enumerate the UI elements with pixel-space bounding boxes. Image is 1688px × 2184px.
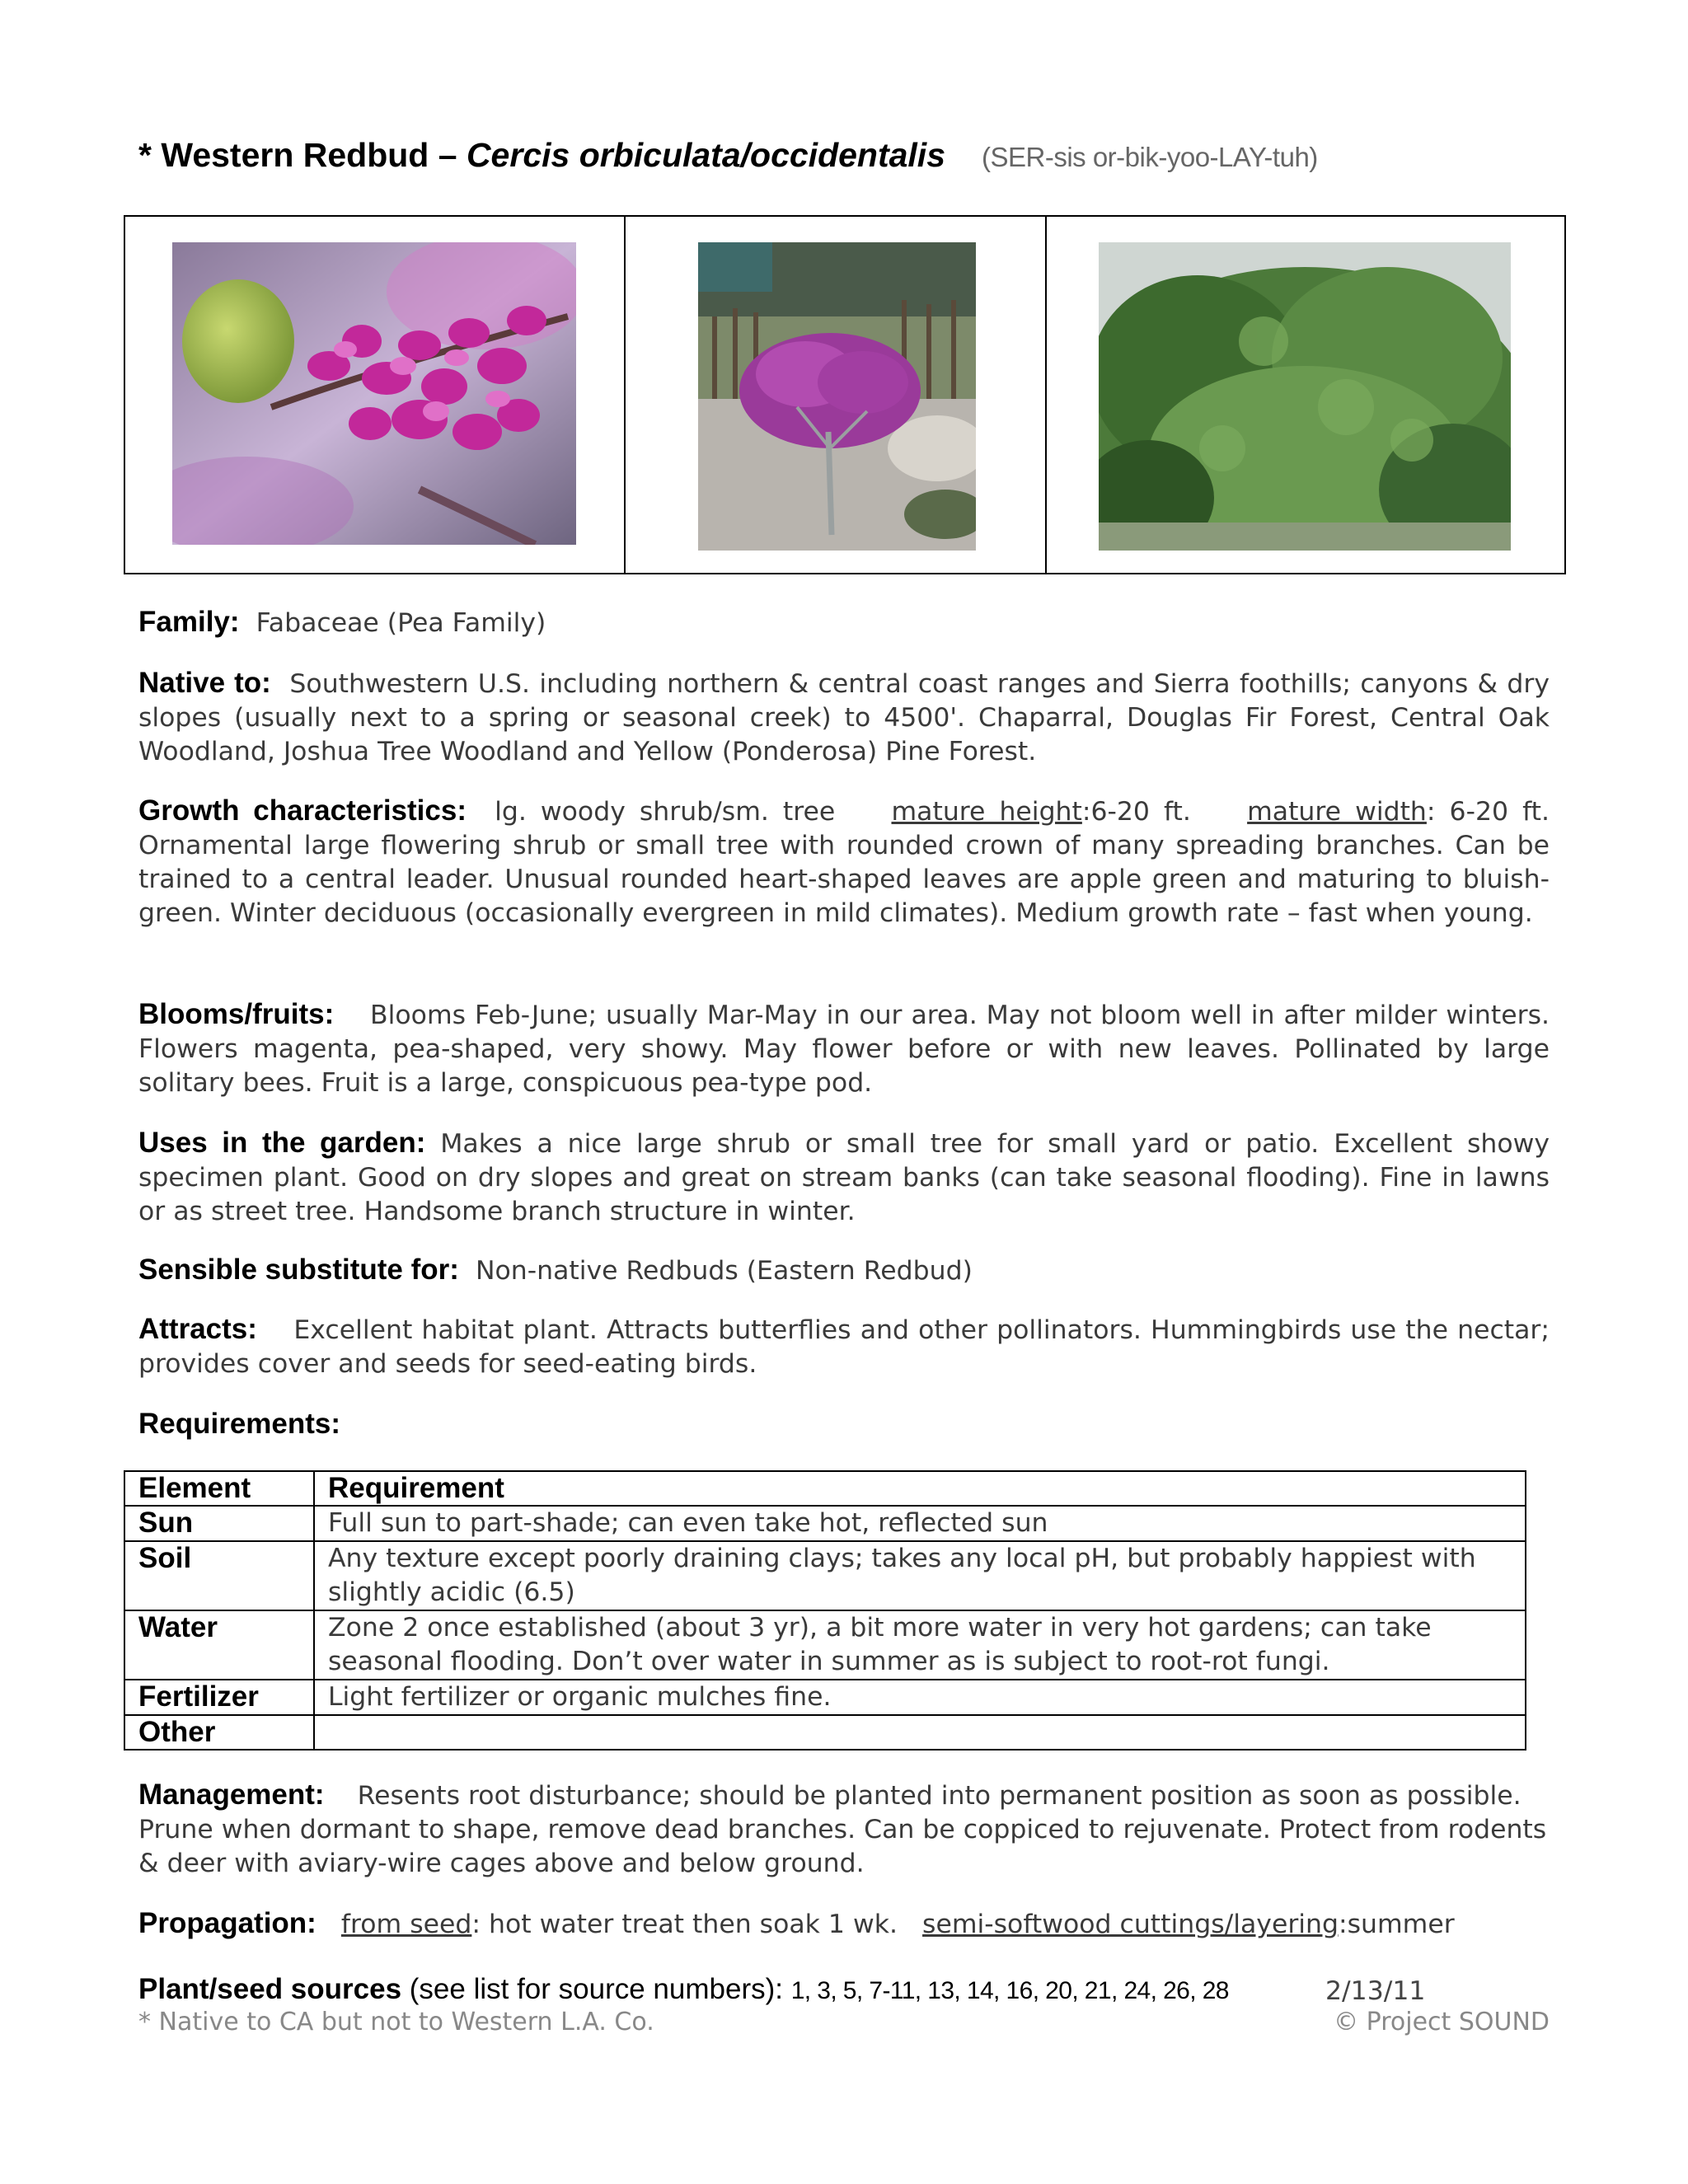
table-row	[124, 1680, 1526, 1715]
mature-width-label: mature width	[1247, 797, 1427, 827]
blooms-section	[138, 997, 1550, 1100]
requirement-cell: Full sun to part-shade; can even take hot, reflected sun	[314, 1506, 1526, 1541]
element-cell: Soil	[124, 1541, 314, 1610]
requirements-heading	[138, 1408, 1550, 1441]
uses-label: Uses in the garden:	[138, 1127, 426, 1159]
requirement-cell	[314, 1715, 1526, 1750]
growth-text: Ornamental large flowering shrub or small tree with rounded crown of many spreading branches. Can be trained to a central leader. Unusual rounded heart-shaped leaves are apple green and maturing to bluish-green. Winter deciduous (occasionally evergreen in mild climates). Medium growth rate – fast when young.	[138, 831, 1550, 928]
attracts-text: Excellent habitat plant. Attracts butterflies and other pollinators. Hummingbirds use the nectar; provides cover and seeds for seed-eating birds.	[138, 1315, 1550, 1379]
growth-label: Growth characteristics:	[138, 794, 467, 827]
table-row	[124, 1506, 1526, 1541]
sources-line	[138, 1973, 1556, 2006]
sources-label: Plant/seed sources	[138, 1973, 402, 2005]
blooms-text: Blooms Feb-June; usually Mar-May in our area. May not bloom well in after milder winters. Flowers magenta, pea-shaped, very showy. May flower before or with new leaves. Pollinated by large solitary bees. Fruit is a large, conspicuous pea-type pod.	[138, 1001, 1550, 1098]
header-requirement: Requirement	[314, 1471, 1526, 1506]
attracts-section	[138, 1312, 1550, 1381]
native-to-text: Southwestern U.S. including northern & central coast ranges and Sierra foothills; canyons & dry slopes (usually next to a spring or seasonal creek) to 4500'. Chaparral, Douglas Fir Forest, Central Oak Woodland, Joshua Tree Woodland and Yellow (Ponderosa) Pine Forest.	[138, 669, 1550, 766]
mature-height-label: mature height	[891, 797, 1082, 827]
management-label: Management:	[138, 1779, 325, 1811]
family-section	[138, 605, 1550, 640]
footer	[138, 2008, 1550, 2036]
propagation-label: Propagation:	[138, 1907, 316, 1939]
table-row	[124, 1610, 1526, 1680]
table-row	[124, 1715, 1526, 1750]
substitute-text: Non-native Redbuds (Eastern Redbud)	[475, 1256, 973, 1286]
photo-cell-2	[626, 217, 1047, 573]
latin-name: Cercis orbiculata/occidentalis	[466, 136, 945, 174]
growth-form: lg. woody shrub/sm. tree	[495, 797, 836, 827]
flower-closeup-photo	[172, 242, 576, 545]
title-marker: *	[138, 136, 162, 174]
requirement-cell: Light fertilizer or organic mulches fine.	[314, 1680, 1526, 1715]
family-text: Fabaceae (Pea Family)	[256, 608, 546, 638]
family-label: Family:	[138, 606, 240, 638]
title-dash: –	[429, 136, 467, 174]
copyright: © Project SOUND	[1334, 2008, 1550, 2036]
footer-note: * Native to CA but not to Western L.A. Co.	[138, 2008, 654, 2036]
attracts-label: Attracts:	[138, 1313, 257, 1345]
header-element: Element	[124, 1471, 314, 1506]
requirements-label: Requirements:	[138, 1408, 341, 1440]
management-text: Resents root disturbance; should be planted into permanent position as soon as possible. Prune when dormant to shape, remove dead branches. Can be coppiced to rejuvenate. Protect from rodents & deer with aviary-wire cages above and below ground.	[138, 1781, 1547, 1878]
native-to-section	[138, 666, 1550, 769]
cutting-text: :summer	[1339, 1910, 1455, 1939]
blooms-label: Blooms/fruits:	[138, 998, 335, 1030]
source-numbers: 1, 3, 5, 7-11, 13, 14, 16, 20, 21, 24, 26, 28	[790, 1977, 1229, 2004]
uses-section	[138, 1126, 1550, 1229]
requirements-table	[124, 1470, 1526, 1750]
management-section	[138, 1778, 1550, 1881]
cutting-label: semi-softwood cuttings/layering	[922, 1910, 1339, 1939]
propagation-section	[138, 1906, 1550, 1942]
photo-cell-1	[125, 217, 626, 573]
requirement-cell: Any texture except poorly draining clays; takes any local pH, but probably happiest with slightly acidic (6.5)	[314, 1541, 1526, 1610]
element-cell: Sun	[124, 1506, 314, 1541]
substitute-label: Sensible substitute for:	[138, 1254, 459, 1286]
growth-section	[138, 794, 1550, 930]
mature-height-value: :6-20 ft.	[1081, 797, 1191, 827]
sources-note: (see list for source numbers):	[401, 1973, 791, 2005]
common-name: Western Redbud	[161, 136, 429, 174]
element-cell: Other	[124, 1715, 314, 1750]
element-cell: Water	[124, 1610, 314, 1680]
seed-label: from seed	[340, 1910, 472, 1939]
table-header-row	[124, 1471, 1526, 1506]
mature-width-value: : 6-20 ft.	[1426, 797, 1550, 827]
shrub-foliage-photo	[1099, 242, 1511, 551]
native-to-label: Native to:	[138, 667, 271, 699]
table-row	[124, 1541, 1526, 1610]
pronunciation: (SER-sis or-bik-yoo-LAY-tuh)	[982, 142, 1318, 172]
substitute-section	[138, 1253, 1550, 1288]
revision-date: 2/13/11	[1325, 1976, 1426, 2006]
seed-text: : hot water treat then soak 1 wk.	[471, 1910, 898, 1939]
element-cell: Fertilizer	[124, 1680, 314, 1715]
tree-in-garden-photo	[698, 242, 976, 551]
page-title	[138, 136, 1556, 175]
uses-text: Makes a nice large shrub or small tree for small yard or patio. Excellent showy specimen plant. Good on dry slopes and great on stream banks (can take seasonal flooding). Fine in lawns or as street tree. Handsome branch structure in winter.	[138, 1129, 1550, 1226]
photo-table	[124, 215, 1566, 574]
requirement-cell: Zone 2 once established (about 3 yr), a bit more water in very hot gardens; can take seasonal flooding. Don’t over water in summer as is subject to root-rot fungi.	[314, 1610, 1526, 1680]
photo-cell-3	[1047, 217, 1566, 573]
